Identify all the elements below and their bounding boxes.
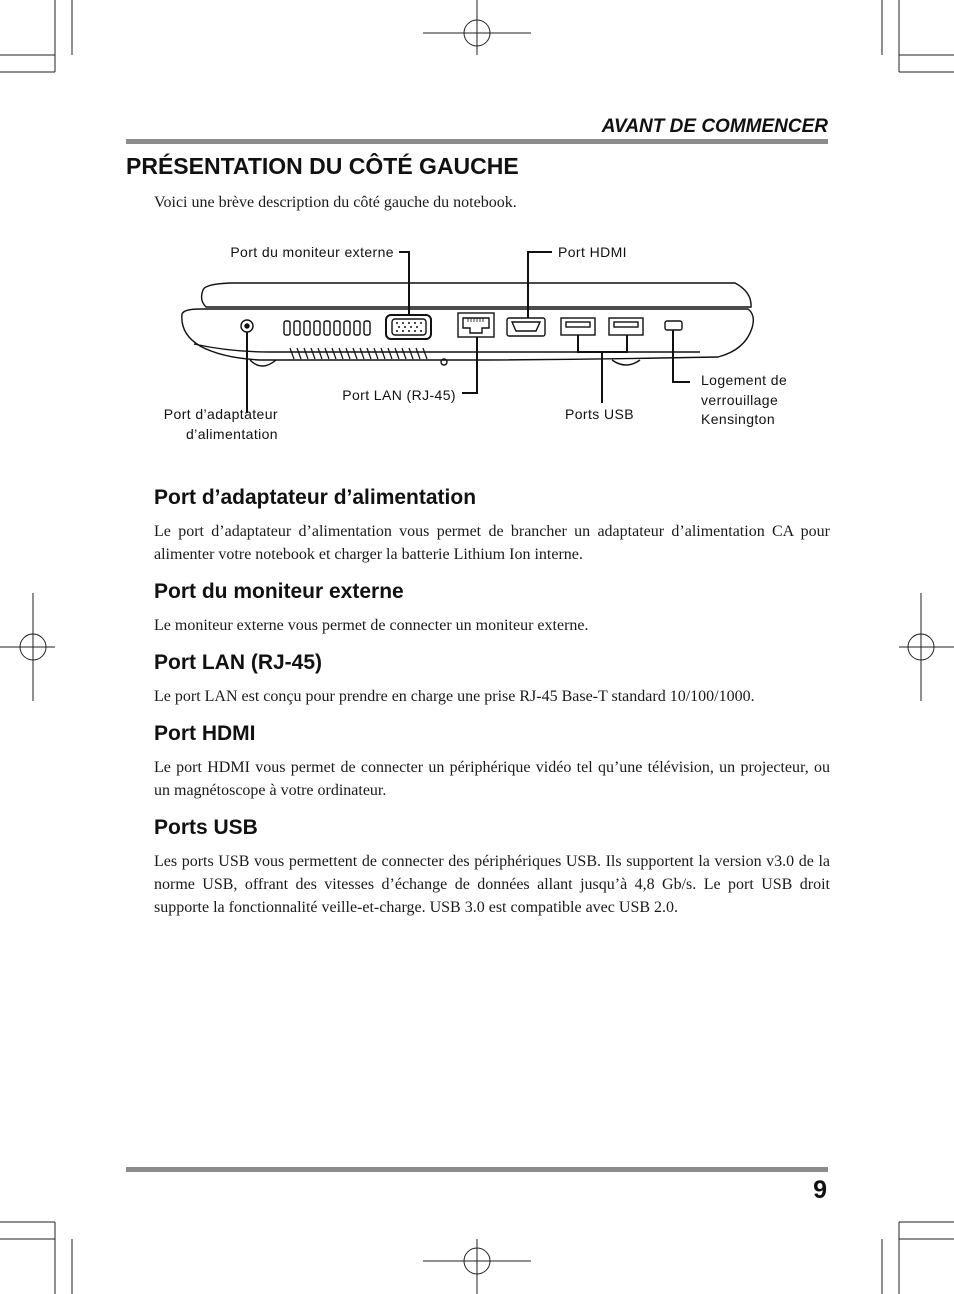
running-head: AVANT DE COMMENCER — [601, 116, 828, 137]
paragraph-power-adapter: Le port d’adaptateur d’alimentation vous permet de brancher un adaptateur d’alimentation CA pour alimenter votre notebook et charger la batterie Lithium Ion interne. — [154, 523, 830, 563]
label-power-line1: Port d’adaptateur — [163, 406, 278, 422]
kensington-slot-icon — [665, 321, 682, 330]
subheading-external-monitor: Port du moniteur externe — [154, 580, 404, 603]
subsections — [154, 484, 830, 931]
label-kensington-line3: Kensington — [701, 411, 776, 427]
footer-rule — [126, 1167, 828, 1172]
subheading-power-adapter: Port d’adaptateur d’alimentation — [154, 486, 477, 509]
paragraph-usb: Les ports USB vous permettent de connecter des périphériques USB. Ils supportent la version v3.0 de la norme USB, offrant des vitesses d’échange de données allant jusqu’à 4,8 Gb/s. Le port USB droit supporte la fonctionnalité veille-et-charge. USB 3.0 est compatible avec USB 2.0. — [154, 853, 830, 916]
rubber-foot-right — [612, 360, 640, 365]
laptop-left-side-diagram — [150, 238, 810, 448]
paragraph-lan: Le port LAN est conçu pour prendre en charge une prise RJ-45 Base-T standard 10/100/1000. — [154, 688, 755, 705]
subheading-lan: Port LAN (RJ-45) — [154, 651, 323, 674]
rubber-foot-left — [250, 360, 276, 366]
label-power-line2: d’alimentation — [186, 426, 278, 442]
paragraph-hdmi: Le port HDMI vous permet de connecter un périphérique vidéo tel qu’une télévision, un projecteur, ou un magnétoscope à votre ordinateur. — [154, 759, 830, 799]
label-usb: Ports USB — [565, 406, 634, 422]
label-kensington-line1: Logement de — [701, 372, 788, 388]
hdmi-port-icon — [507, 318, 545, 336]
page-number: 9 — [813, 1176, 827, 1204]
laptop-lid — [202, 283, 752, 307]
paragraph-external-monitor: Le moniteur externe vous permet de connecter un moniteur externe. — [154, 617, 589, 634]
vent-top-icon — [284, 321, 370, 335]
section-title: PRÉSENTATION DU CÔTÉ GAUCHE — [126, 153, 519, 179]
label-lan: Port LAN (RJ-45) — [342, 387, 456, 403]
subheading-usb: Ports USB — [154, 816, 258, 839]
label-kensington-line2: verrouillage — [701, 392, 779, 408]
section-intro: Voici une brève description du côté gauche du notebook. — [154, 194, 517, 211]
vent-bottom-icon — [290, 348, 427, 359]
label-external-monitor: Port du moniteur externe — [230, 244, 394, 260]
label-hdmi: Port HDMI — [558, 244, 627, 260]
header-rule — [126, 139, 828, 144]
subheading-hdmi: Port HDMI — [154, 722, 256, 745]
